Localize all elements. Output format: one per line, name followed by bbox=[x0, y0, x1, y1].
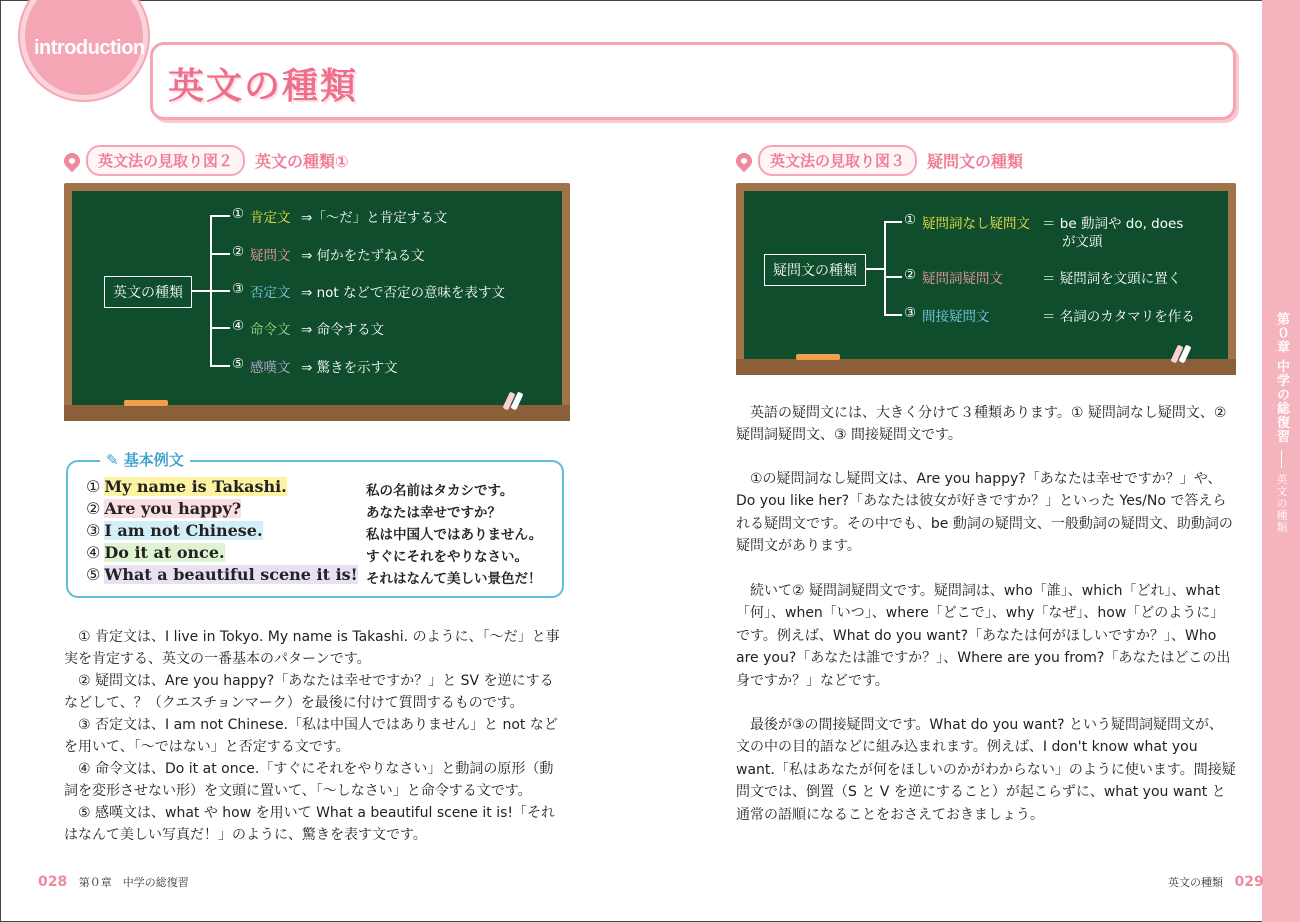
example-row bbox=[86, 543, 225, 562]
board-item-name: 疑問文 bbox=[250, 248, 291, 264]
board-item-desc: ⇒ 何かをたずねる文 bbox=[301, 248, 425, 264]
example-japanese: あなたは幸せですか？ bbox=[366, 505, 501, 521]
right-section-label: 疑問文の種類 bbox=[927, 152, 1024, 171]
board-item-name: 肯定文 bbox=[250, 210, 291, 226]
left-chalkboard-ledge bbox=[64, 405, 570, 421]
example-english: I am not Chinese. bbox=[104, 521, 263, 540]
board-item-desc-cont: が文頭 bbox=[1062, 234, 1103, 250]
map-pin-icon bbox=[61, 149, 84, 172]
board-item-number: ③ bbox=[904, 305, 917, 321]
example-row bbox=[86, 477, 287, 496]
side-tab-section: 英文の種類 bbox=[1275, 473, 1288, 534]
map-pin-icon bbox=[733, 149, 756, 172]
paragraph: ② 疑問文は、Are you happy?「あなたは幸せですか？」と SV を逆にするなどして、？（クエスチョンマーク）を最後に付けて質問するものです。 bbox=[64, 673, 554, 712]
example-japanese: それはなんて美しい景色だ！ bbox=[366, 571, 542, 587]
board-item-name: 感嘆文 bbox=[250, 360, 291, 376]
tree-line bbox=[884, 314, 902, 316]
board-item-desc: ⇒ 命令する文 bbox=[301, 322, 385, 338]
example-number: ② bbox=[86, 499, 101, 518]
board-item-number: ③ bbox=[232, 281, 245, 297]
paragraph: ④ 命令文は、Do it at once.「すぐにそれをやりなさい」と動詞の原形（動詞を変形させない形）を文頭に置いて、「〜しなさい」と命令する文です。 bbox=[64, 761, 554, 800]
tree-line bbox=[884, 276, 902, 278]
left-board-root: 英文の種類 bbox=[104, 276, 192, 308]
tree-line bbox=[884, 221, 902, 223]
left-footer-chapter: 第０章 中学の総復習 bbox=[78, 876, 189, 889]
board-item-number: ② bbox=[232, 244, 245, 260]
paragraph: 英語の疑問文には、大きく分けて３種類あります。① 疑問詞なし疑問文、② 疑問詞疑問文、③ 間接疑問文です。 bbox=[736, 405, 1227, 444]
right-chalkboard-ledge bbox=[736, 359, 1236, 375]
tree-line bbox=[884, 221, 886, 314]
left-section-heading bbox=[64, 145, 349, 176]
example-number: ① bbox=[86, 477, 101, 496]
paragraph: ①の疑問詞なし疑問文は、Are you happy?「あなたは幸せですか？」や、Do you like her?「あなたは彼女が好きですか？」といった Yes/No で答えられる疑問文です。その中でも、be 動詞の疑問文、一般動詞の疑問文、助動詞の疑問文があります。 bbox=[736, 471, 1233, 555]
tree-line bbox=[210, 327, 230, 329]
board-item-name: 疑問詞なし疑問文 bbox=[922, 216, 1030, 232]
paragraph: 続いて② 疑問詞疑問文です。疑問詞は、who「誰」、which「どれ」、what「何」、when「いつ」、where「どこで」、why「なぜ」、how「どのように」です。例えば、What do you want?「あなたは何がほしいですか？」、Who are you?「あなたは誰ですか？」、Where are you from?「あなたはどこの出身ですか？」などです。 bbox=[736, 583, 1231, 689]
board-item-name: 命令文 bbox=[250, 322, 291, 338]
example-number: ⑤ bbox=[86, 565, 101, 584]
chalk-eraser-icon bbox=[796, 354, 840, 360]
tree-line bbox=[210, 290, 230, 292]
board-item-desc: ＝ be 動詞や do, does bbox=[1042, 216, 1184, 232]
right-footer-title: 英文の種類 bbox=[1168, 876, 1223, 889]
tree-line bbox=[210, 215, 230, 217]
tree-line bbox=[866, 268, 884, 270]
example-number: ④ bbox=[86, 543, 101, 562]
right-board-root: 疑問文の種類 bbox=[764, 254, 866, 286]
side-tab-text bbox=[1270, 312, 1292, 534]
tree-line bbox=[210, 365, 230, 367]
example-japanese: すぐにそれをやりなさい。 bbox=[366, 549, 528, 565]
board-item-desc: ⇒ not などで否定の意味を表す文 bbox=[301, 285, 506, 301]
tree-line bbox=[192, 290, 210, 292]
board-item-number: ① bbox=[232, 206, 245, 222]
example-english: What a beautiful scene it is! bbox=[104, 565, 358, 584]
right-section-heading bbox=[736, 145, 1023, 176]
example-english: Do it at once. bbox=[104, 543, 225, 562]
right-section-badge: 英文法の見取り図３ bbox=[758, 145, 917, 176]
intro-badge: introduction bbox=[34, 37, 145, 59]
chalk-eraser-icon bbox=[124, 400, 168, 406]
paragraph: ① 肯定文は、I live in Tokyo. My name is Takashi. のように、「〜だ」と事実を肯定する、英文の一番基本のパターンです。 bbox=[64, 629, 560, 668]
right-page-number: 029 bbox=[1234, 874, 1264, 890]
board-item-number: ② bbox=[904, 267, 917, 283]
board-item-number: ⑤ bbox=[232, 356, 245, 372]
example-english: My name is Takashi. bbox=[104, 477, 287, 496]
right-footer bbox=[1168, 874, 1264, 890]
board-item-name: 疑問詞疑問文 bbox=[922, 271, 1003, 287]
example-title-text: 基本例文 bbox=[123, 451, 184, 469]
tree-line bbox=[210, 253, 230, 255]
example-row bbox=[86, 499, 241, 518]
example-number: ③ bbox=[86, 521, 101, 540]
board-item-desc: ＝ 名詞のカタマリを作る bbox=[1042, 309, 1195, 325]
board-item-name: 間接疑問文 bbox=[922, 309, 990, 325]
paragraph: ⑤ 感嘆文は、what や how を用いて What a beautiful scene it is!「それはなんて美しい写真だ！」のように、驚きを表す文です。 bbox=[64, 805, 555, 844]
side-tab-divider bbox=[1281, 450, 1282, 468]
left-footer bbox=[38, 874, 189, 890]
example-english: Are you happy? bbox=[104, 499, 242, 518]
board-item-name: 否定文 bbox=[250, 285, 291, 301]
page-title: 英文の種類 bbox=[168, 66, 359, 107]
board-item-number: ① bbox=[904, 212, 917, 228]
side-tab-chapter: 第０章 中学の総復習 bbox=[1274, 312, 1289, 444]
example-row bbox=[86, 565, 358, 584]
board-item-desc: ＝ 疑問詞を文頭に置く bbox=[1042, 271, 1182, 287]
paragraph: 最後が③の間接疑問文です。What do you want? という疑問詞疑問文が、文の中の目的語などに組み込まれます。例えば、I don't know what you want.「私はあなたが何をほしいのかがわからない」のように使います。間接疑問文では、倒置（S と V を逆にすること）が起こらずに、what you want と通常の語順になることをおさえておきましょう。 bbox=[736, 717, 1236, 823]
example-row bbox=[86, 521, 263, 540]
left-page-number: 028 bbox=[38, 874, 68, 890]
board-item-desc: ⇒「〜だ」と肯定する文 bbox=[301, 210, 448, 226]
example-japanese: 私は中国人ではありません。 bbox=[366, 527, 543, 543]
example-japanese: 私の名前はタカシです。 bbox=[366, 483, 514, 499]
board-item-number: ④ bbox=[232, 318, 245, 334]
example-title: ✎ 基本例文 bbox=[100, 449, 190, 470]
left-section-label: 英文の種類① bbox=[255, 152, 349, 171]
left-section-badge: 英文法の見取り図２ bbox=[86, 145, 245, 176]
paragraph: ③ 否定文は、I am not Chinese.「私は中国人ではありません」と not などを用いて、「〜ではない」と否定する文です。 bbox=[64, 717, 558, 756]
board-item-desc: ⇒ 驚きを示す文 bbox=[301, 360, 398, 376]
